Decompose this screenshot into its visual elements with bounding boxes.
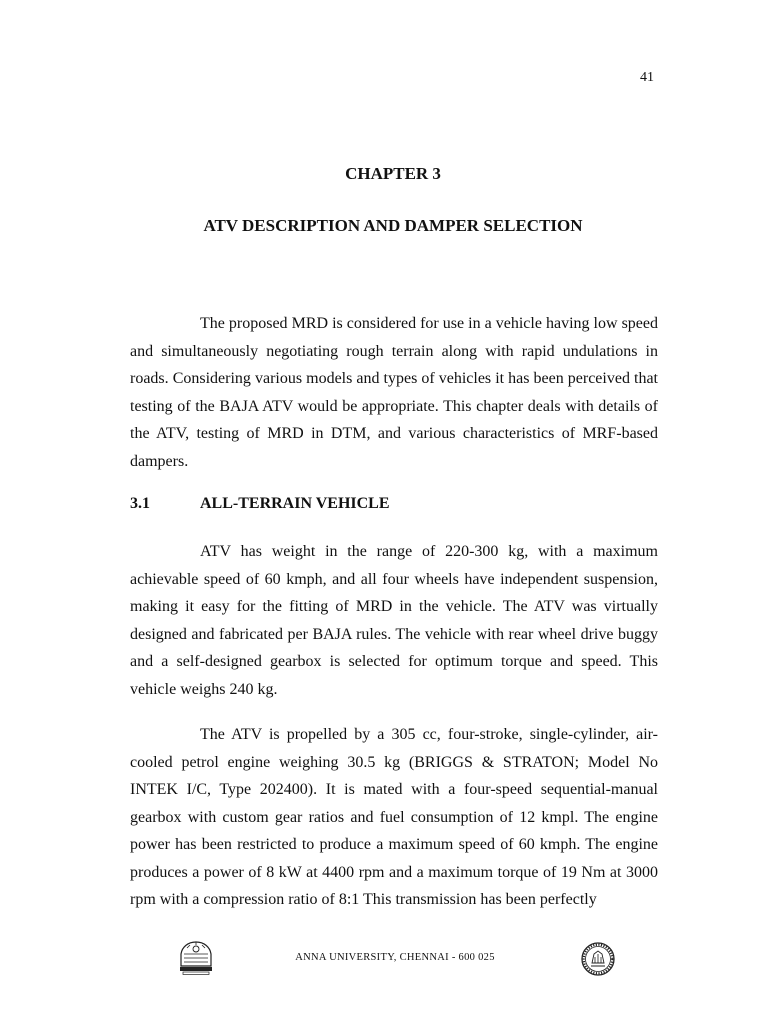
section-title: ALL-TERRAIN VEHICLE (200, 495, 390, 512)
page-footer (0, 940, 768, 980)
section-number: 3.1 (130, 495, 150, 512)
university-seal-icon (580, 941, 616, 977)
footer-text: ANNA UNIVERSITY, CHENNAI - 600 025 (295, 952, 495, 963)
chapter-label: CHAPTER 3 (345, 164, 441, 183)
paragraph-atv-engine: The ATV is propelled by a 305 cc, four-stroke, single-cylinder, air-cooled petrol engine weighing 30.5 kg (BRIGGS & STRATON; Model No INTEK I/C, Type 202400). It is mated with a four-speed sequential-manual gearbox with custom gear ratios and fuel consumption of 12 kmpl. The engine power has been restricted to produce a maximum speed of 60 kmph. The engine produces a power of 8 kW at 4400 rpm and a maximum torque of 19 Nm at 3000 rpm with a compression ratio of 8:1 This transmission has been perfectly (130, 726, 658, 908)
paragraph-intro: The proposed MRD is considered for use in a vehicle having low speed and simultaneously negotiating rough terrain along with rapid undulations in roads. Considering various models and types of vehicles it has been perceived that testing of the BAJA ATV would be appropriate. This chapter deals with details of the ATV, testing of MRD in DTM, and various characteristics of MRF-based dampers. (130, 315, 658, 470)
page-number: 41 (640, 70, 654, 85)
chapter-title: ATV DESCRIPTION AND DAMPER SELECTION (203, 216, 583, 235)
paragraph-atv-weight: ATV has weight in the range of 220-300 kg, with a maximum achievable speed of 60 kmph, and all four wheels have independent suspension, making it easy for the fitting of MRD in the vehicle. The ATV was virtually designed and fabricated per BAJA rules. The vehicle with rear wheel drive buggy and a self-designed gearbox is selected for optimum torque and speed. This vehicle weighs 240 kg. (130, 543, 658, 698)
section-heading (130, 495, 390, 513)
